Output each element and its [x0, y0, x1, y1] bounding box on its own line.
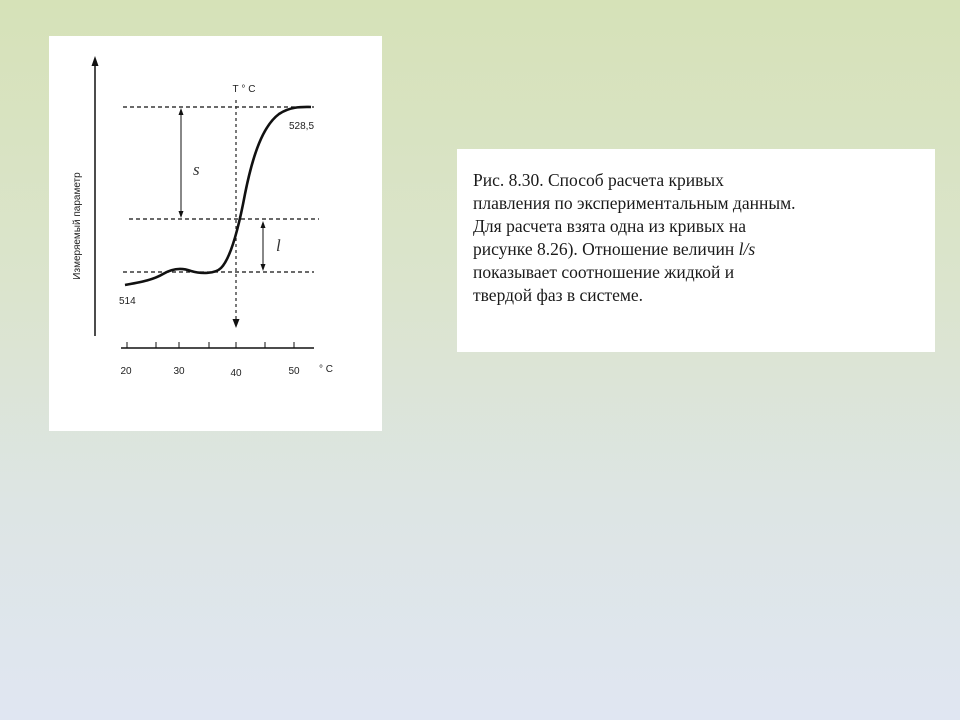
temperature-marker-arrow-icon: [233, 319, 240, 328]
caption-line: [473, 238, 921, 261]
figure-panel: [49, 36, 382, 431]
caption-text: плавления по экспериментальным данным.: [473, 193, 796, 213]
caption-text: твердой фаз в системе.: [473, 285, 644, 305]
caption-text: рисунке 8.26). Отношение величин: [473, 239, 739, 259]
x-unit-label: ° С: [319, 364, 333, 375]
caption-text: показывает соотношение жидкой и: [473, 262, 735, 282]
x-tick-label-40: 40: [230, 368, 242, 379]
temperature-marker-label: Т ° С: [232, 84, 256, 95]
l-arrow-down-icon: [261, 264, 266, 271]
caption-line: [473, 284, 921, 307]
caption-line: [473, 261, 921, 284]
y-axis-label: Измеряемый параметр: [72, 172, 83, 280]
caption-line: [473, 215, 921, 238]
caption-italic-ratio: l/s: [738, 239, 756, 259]
melting-curve-figure: [49, 36, 382, 431]
s-arrow-down-icon: [179, 211, 184, 218]
l-label: l: [276, 236, 281, 255]
x-tick-label-50: 50: [288, 366, 300, 377]
caption-text: Для расчета взята одна из кривых на: [473, 216, 747, 236]
caption-line: [473, 192, 921, 215]
s-label: s: [193, 160, 200, 179]
caption-line: [473, 169, 921, 192]
x-ticks: [127, 342, 294, 348]
x-tick-label-20: 20: [120, 366, 132, 377]
figure-caption: [457, 149, 935, 352]
s-arrow-up-icon: [179, 108, 184, 115]
melting-curve: [125, 107, 311, 285]
y-axis-arrow-icon: [92, 56, 99, 66]
l-arrow-up-icon: [261, 221, 266, 228]
caption-text: Рис. 8.30. Способ расчета кривых: [473, 170, 724, 190]
end-value-label: 528,5: [289, 121, 315, 132]
start-value-label: 514: [119, 296, 136, 307]
x-tick-label-30: 30: [173, 366, 185, 377]
